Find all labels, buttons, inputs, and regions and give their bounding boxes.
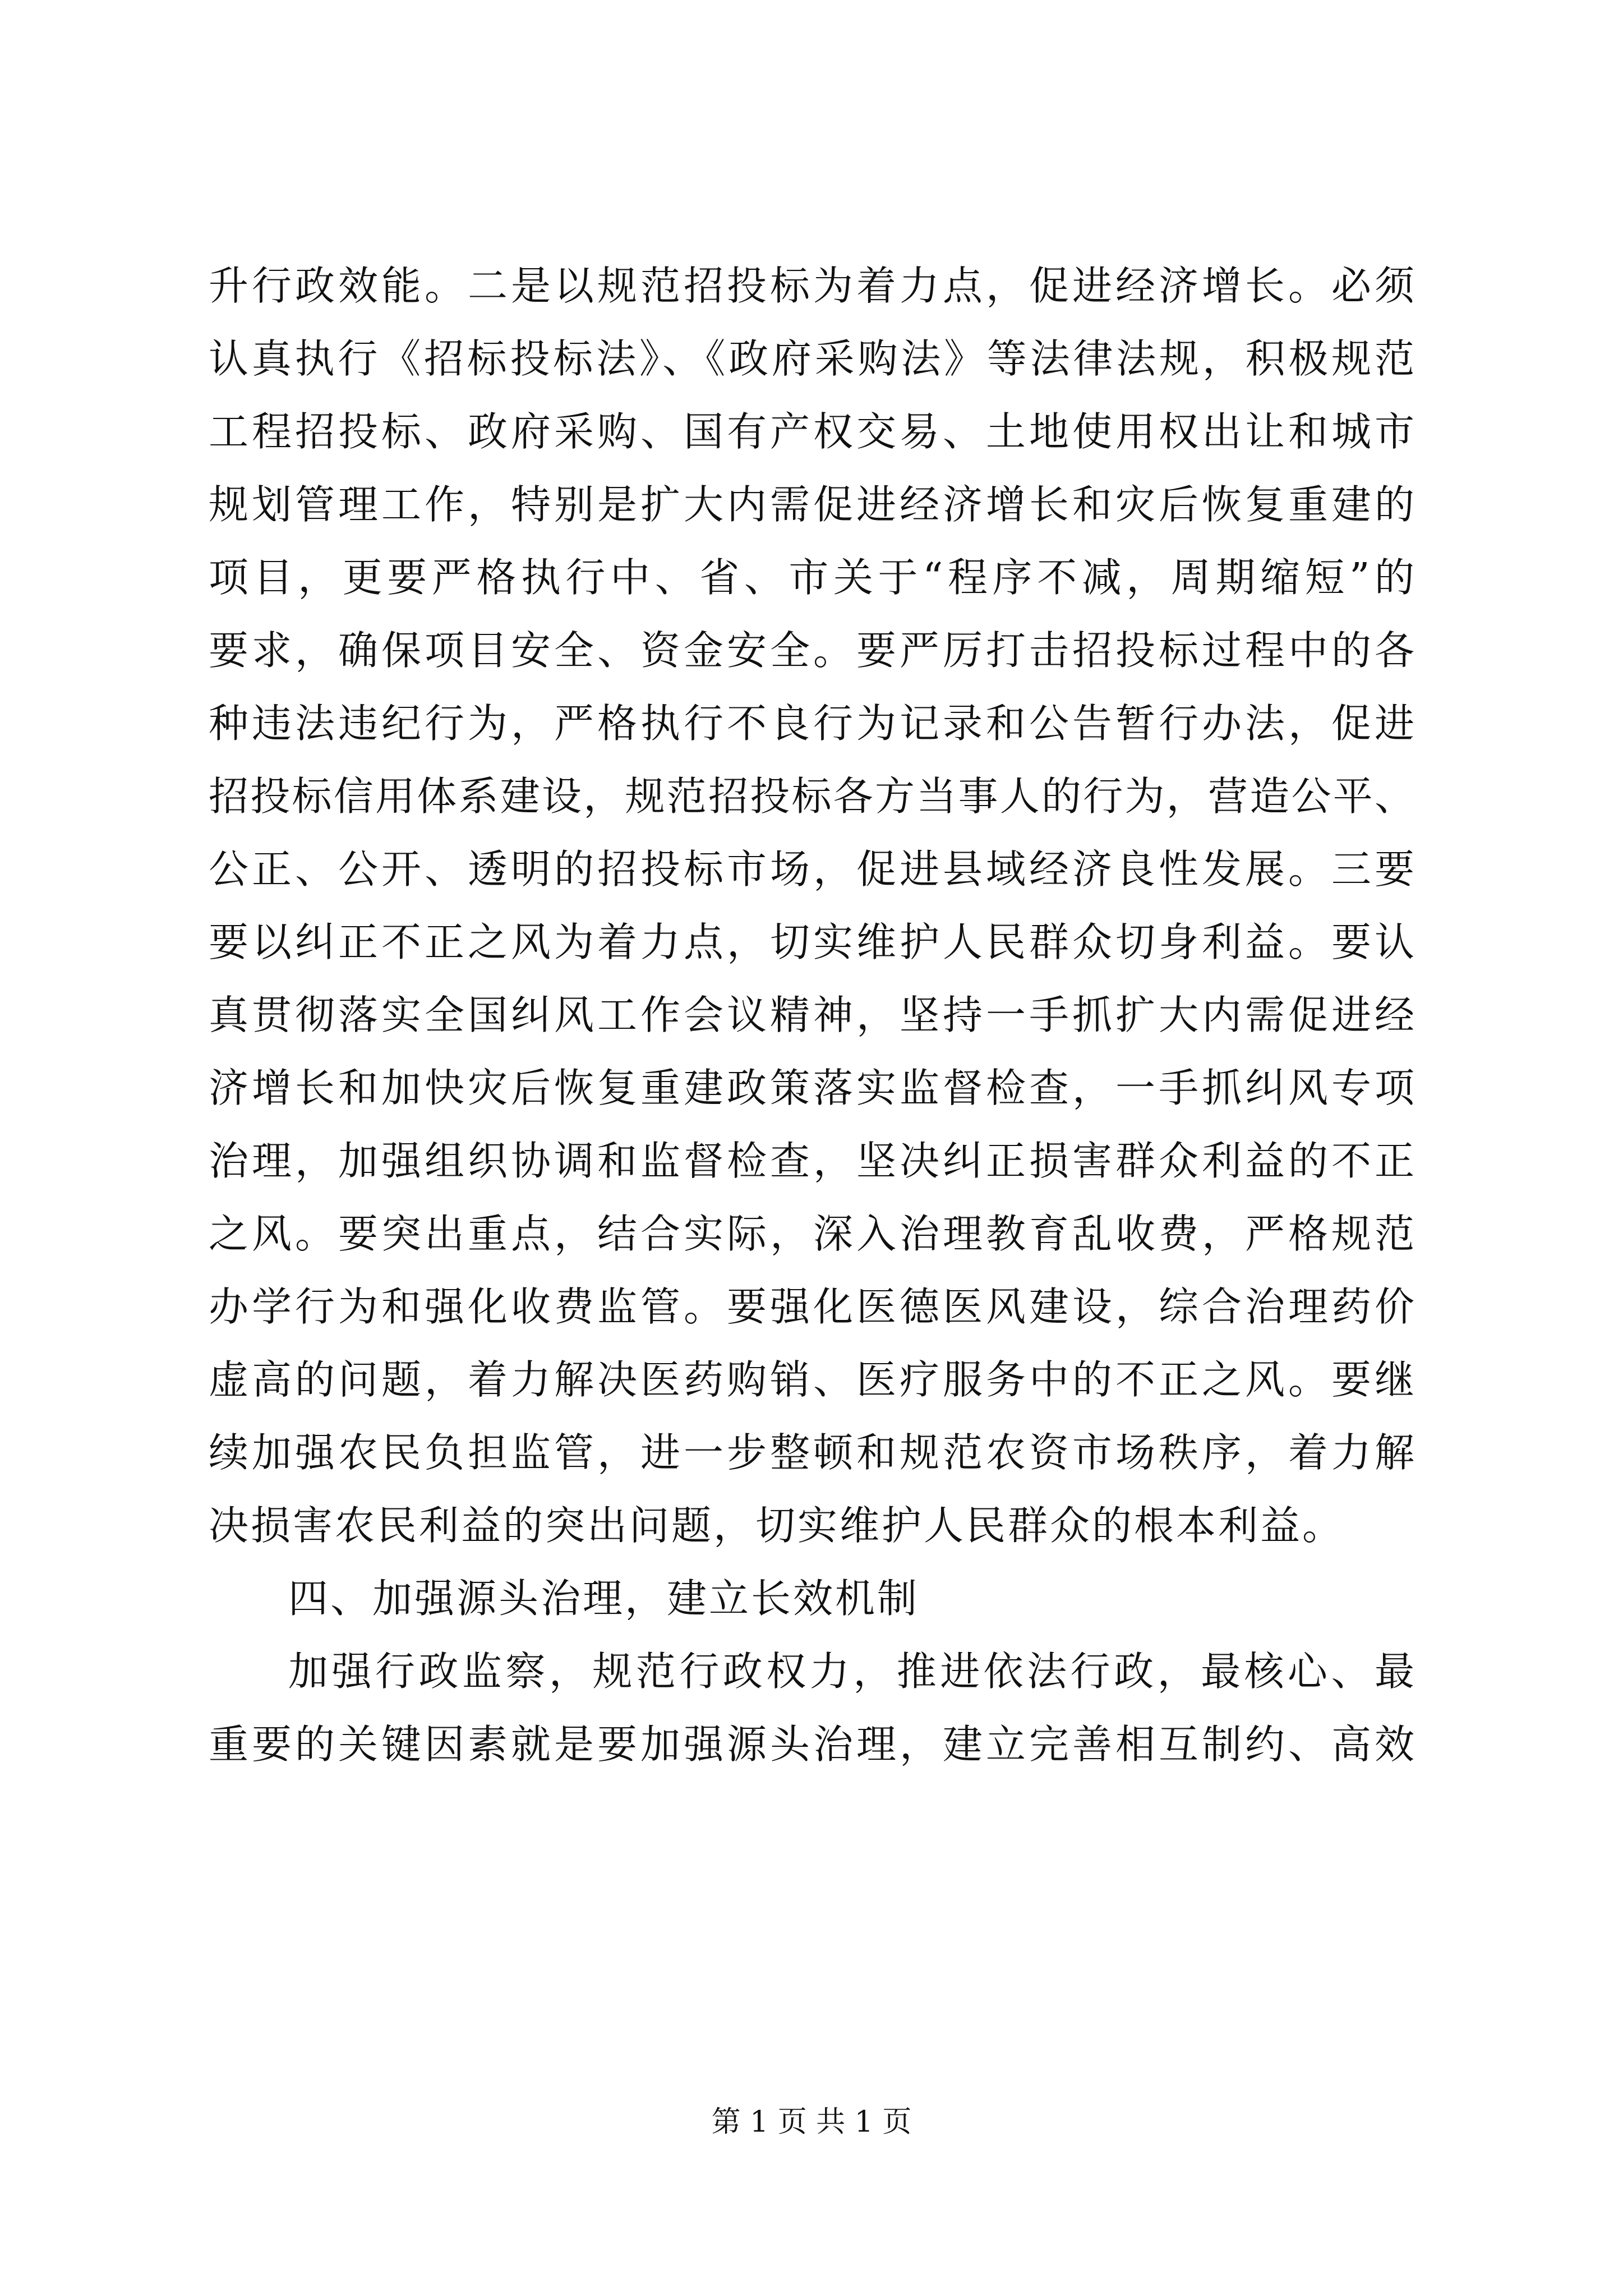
document-body xyxy=(209,250,1414,1781)
section-heading: 四、加强源头治理，建立长效机制 xyxy=(288,1575,920,1622)
text-line: 虚高的问题，着力解决医药购销、医疗服务中的不正之风。要继 xyxy=(209,1356,1414,1403)
text-line: 济增长和加快灾后恢复重建政策落实监督检查，一手抓纠风专项 xyxy=(209,1065,1414,1111)
text-line: 办学行为和强化收费监管。要强化医德医风建设，综合治理药价 xyxy=(209,1283,1414,1330)
text-line: 决损害农民利益的突出问题，切实维护人民群众的根本利益。 xyxy=(209,1502,1345,1549)
text-line: 规划管理工作，特别是扩大内需促进经济增长和灾后恢复重建的 xyxy=(209,481,1414,528)
text-line: 种违法违纪行为，严格执行不良行为记录和公告暂行办法，促进 xyxy=(209,700,1414,747)
text-line: 项目，更要严格执行中、省、市关于“程序不减，周期缩短”的 xyxy=(209,554,1414,601)
text-line: 认真执行《招标投标法》、《政府采购法》等法律法规，积极规范 xyxy=(209,335,1414,382)
text-line: 公正、公开、透明的招投标市场，促进县域经济良性发展。三要 xyxy=(209,846,1414,892)
page-number-footer: 第 1 页 共 1 页 xyxy=(711,2105,912,2139)
text-line: 真贯彻落实全国纠风工作会议精神，坚持一手抓扩大内需促进经 xyxy=(209,992,1414,1038)
text-line: 升行政效能。二是以规范招投标为着力点，促进经济增长。必须 xyxy=(209,263,1414,309)
text-line: 要求，确保项目安全、资金安全。要严厉打击招投标过程中的各 xyxy=(209,627,1414,674)
text-line: 治理，加强组织协调和监督检查，坚决纠正损害群众利益的不正 xyxy=(209,1138,1414,1184)
text-line: 要以纠正不正之风为着力点，切实维护人民群众切身利益。要认 xyxy=(209,919,1414,965)
text-line: 续加强农民负担监管，进一步整顿和规范农资市场秩序，着力解 xyxy=(209,1429,1414,1476)
text-line: 招投标信用体系建设，规范招投标各方当事人的行为，营造公平、 xyxy=(209,773,1414,820)
text-line: 工程招投标、政府采购、国有产权交易、土地使用权出让和城市 xyxy=(209,408,1414,455)
paragraph-line: 重要的关键因素就是要加强源头治理，建立完善相互制约、高效 xyxy=(209,1721,1414,1768)
paragraph-line: 加强行政监察，规范行政权力，推进依法行政，最核心、最 xyxy=(288,1648,1414,1695)
text-line: 之风。要突出重点，结合实际，深入治理教育乱收费，严格规范 xyxy=(209,1211,1414,1257)
